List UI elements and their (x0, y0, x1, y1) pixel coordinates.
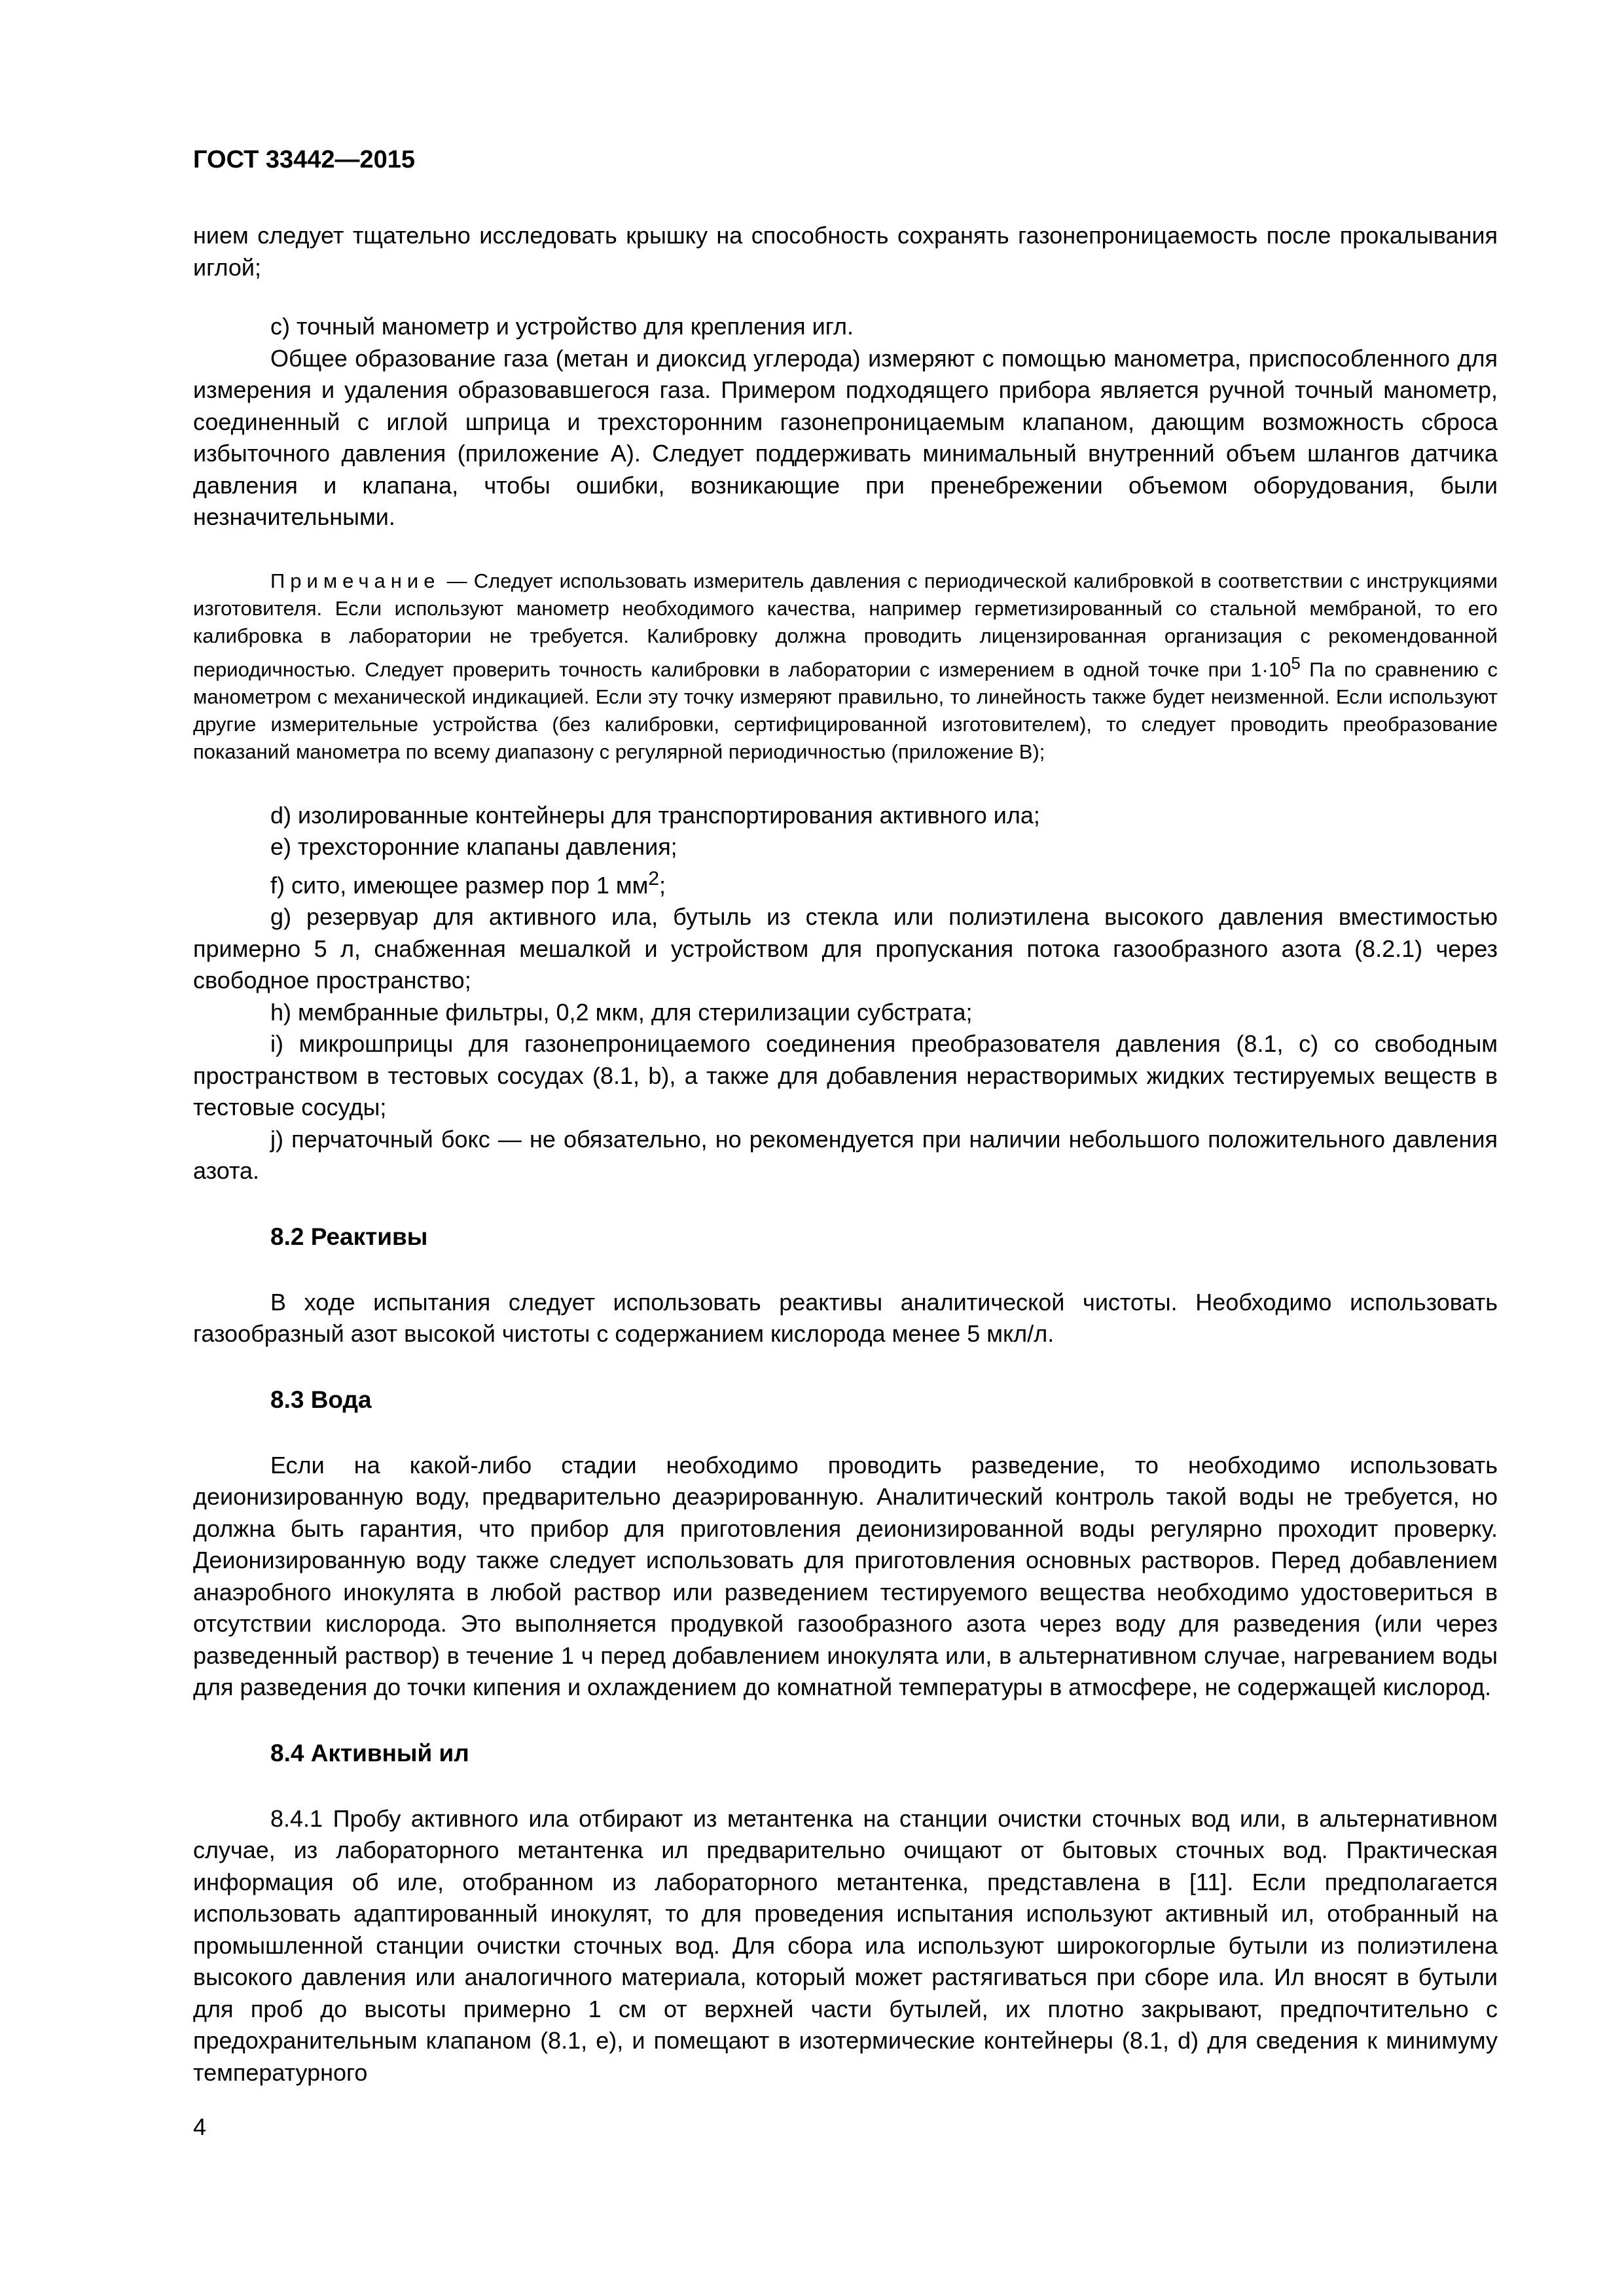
paragraph-continuation: нием следует тщательно исследовать крышку на способность сохранять газонепроницаемость после прокалывания иглой; (193, 222, 1498, 281)
note-paragraph (193, 567, 1498, 766)
section-8-2-text: В ходе испытания следует использовать реактивы аналитической чистоты. Необходимо использовать газообразный азот высокой чистоты с содержанием кислорода менее 5 мкл/л. (193, 1288, 1498, 1348)
list-item-d: d) изолированные контейнеры для транспортирования активного ила; (270, 801, 1040, 829)
document-page (193, 145, 1498, 2089)
list-item-i: i) микрошприцы для газонепроницаемого соединения преобразователя давления (8.1, с) со свободным пространством в тестовых сосудах (8.1, b), а также для добавления нерастворимых жидких тестируемых веществ в тестовые сосуды; (193, 1030, 1498, 1121)
section-heading-8-4: 8.4 Активный ил (270, 1739, 469, 1767)
document-header: ГОСТ 33442—2015 (193, 146, 416, 173)
list-item-e: e) трехсторонние клапаны давления; (270, 833, 677, 861)
list-item-f-text: f) сито, имеющее размер пор 1 мм (270, 871, 649, 899)
list-item-j: j) перчаточный бокс — не обязательно, но рекомендуется при наличии небольшого положительного давления азота. (193, 1125, 1498, 1185)
section-8-3-text: Если на какой-либо стадии необходимо проводить разведение, то необходимо использовать деионизированную воду, предварительно деаэрированную. Аналитический контроль такой воды не требуется, но должна быть гарантия, что прибор для приготовления деионизированной воды регулярно проходит проверку. Деионизированную воду также следует использовать для приготовления основных растворов. Перед добавлением анаэробного инокулята в любой раствор или разведением тестируемого вещества необходимо удостовериться в отсутствии кислорода. Это выполняется продувкой газообразного азота через воду для разведения (или через разведенный раствор) в течение 1 ч перед добавлением инокулята или, в альтернативном случае, нагреванием воды для разведения до точки кипения и охлаждением до комнатной температуры в атмосфере, не содержащей кислород. (193, 1451, 1498, 1701)
list-item-f (193, 863, 1498, 902)
note-exponent: 5 (1291, 654, 1301, 673)
list-item-g: g) резервуар для активного ила, бутыль из стекла или полиэтилена высокого давления вместимостью примерно 5 л, снабженная мешалкой и устройством для пропускания потока газообразного азота (8.2.1) через свободное пространство; (193, 903, 1498, 994)
section-heading-8-3: 8.3 Вода (270, 1386, 372, 1413)
note-text-part1: — Следует использовать измеритель давления с периодической калибровкой в соответствии с инструкциями изготовителя. Если используют манометр необходимого качества, например герметизированный со стальной мембраной, то его калибровка в лаборатории не требуется. Калибровку должна проводить лицензированная организация с рекомендованной периодичностью. Следует проверить точность калибровки в лаборатории с измерением в одной точке при 1·10 (193, 569, 1498, 681)
section-heading-8-2: 8.2 Реактивы (270, 1223, 428, 1250)
list-item-h: h) мембранные фильтры, 0,2 мкм, для стерилизации субстрата; (270, 998, 973, 1026)
list-item-f-exponent: 2 (648, 867, 660, 889)
list-item-c: c) точный манометр и устройство для крепления игл. (270, 313, 854, 340)
section-8-4-1-text: 8.4.1 Пробу активного ила отбирают из метантенка на станции очистки сточных вод или, в альтернативном случае, из лабораторного метантенка ил предварительно очищают от бытовых сточных вод. Практическая информация об иле, отобранном из лабораторного метантенка, представлена в [11]. Если предполагается использовать адаптированный инокулят, то для проведения испытания используют активный ил, отобранный на промышленной станции очистки сточных вод. Для сбора ила используют широкогорлые бутыли из полиэтилена высокого давления или аналогичного материала, который может растягиваться при сборе ила. Ил вносят в бутыли для проб до высоты примерно 1 см от верхней части бутылей, их плотно закрывают, предпочтительно с предохранительным клапаном (8.1, е), и помещают в изотермические контейнеры (8.1, d) для сведения к минимуму температурного (193, 1804, 1498, 2086)
note-label: Примечание (270, 569, 441, 592)
page-number: 4 (193, 2113, 207, 2140)
list-item-f-end: ; (659, 871, 666, 899)
note-text-part2: Па по сравнению с манометром с механической индикацией. Если эту точку измеряют правильно, то линейность также будет неизменной. Если используют другие измерительные устройства (без калибровки, сертифицированной изготовителем), то следует проводить преобразование показаний манометра по всему диапазону с регулярной периодичностью (приложение В); (193, 657, 1498, 763)
paragraph-gas-measurement: Общее образование газа (метан и диоксид углерода) измеряют с помощью манометра, приспособленного для измерения и удаления образовавшегося газа. Примером подходящего прибора является ручной точный манометр, соединенный с иглой шприца и трехсторонним газонепроницаемым клапаном, дающим возможность сброса избыточного давления (приложение А). Следует поддерживать минимальный внутренний объем шлангов датчика давления и клапана, чтобы ошибки, возникающие при пренебрежении объемом оборудования, были незначительными. (193, 344, 1498, 530)
